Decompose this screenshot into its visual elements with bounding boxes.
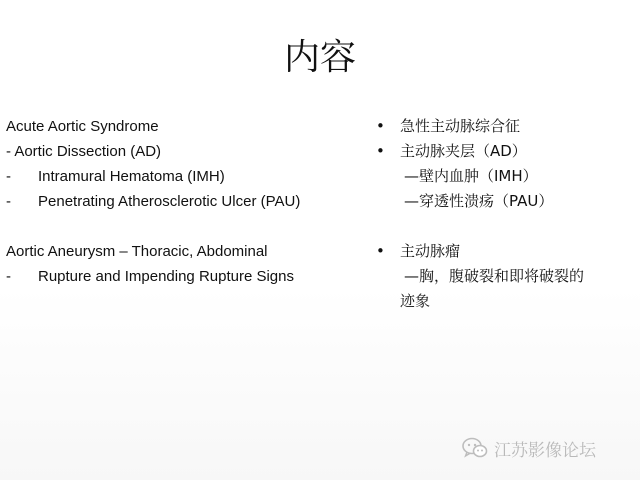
sub-item-text: 迹象 <box>400 292 431 310</box>
sub-item <box>372 164 632 189</box>
bullet-item <box>372 139 632 164</box>
dash-marker: - <box>6 268 11 285</box>
outline-text: Acute Aortic Syndrome <box>6 118 159 135</box>
spacer <box>372 214 632 239</box>
sub-item <box>372 264 632 289</box>
outline-line <box>6 239 366 264</box>
watermark <box>462 436 596 460</box>
bullet-text: 急性主动脉综合征 <box>400 117 521 135</box>
bullet-marker: • <box>376 142 385 160</box>
bullet-text: 主动脉瘤 <box>400 242 461 260</box>
outline-text: Intramural Hematoma (IMH) <box>38 168 225 185</box>
bullet-item <box>372 114 632 139</box>
bullet-text: 主动脉夹层（AD） <box>400 142 527 160</box>
english-outline <box>6 114 366 289</box>
outline-line <box>6 264 366 289</box>
outline-text: Penetrating Atherosclerotic Ulcer (PAU) <box>38 193 301 210</box>
outline-line <box>6 114 366 139</box>
dash-marker: - <box>6 193 11 210</box>
spacer <box>6 214 366 239</box>
sub-item <box>372 189 632 214</box>
outline-line <box>6 189 366 214</box>
sub-item-text: —胸，腹破裂和即将破裂的 <box>404 267 585 285</box>
outline-text: Rupture and Impending Rupture Signs <box>38 268 294 285</box>
outline-text: Aortic Aneurysm – Thoracic, Abdominal <box>6 243 268 260</box>
outline-line <box>6 164 366 189</box>
bullet-marker: • <box>376 242 385 260</box>
outline-text: - Aortic Dissection (AD) <box>6 143 162 160</box>
wechat-logo-icon <box>462 437 488 459</box>
outline-line <box>6 139 366 164</box>
slide-title: 内容 <box>283 37 356 78</box>
bullet-item <box>372 239 632 264</box>
sub-item-continuation <box>372 289 632 314</box>
bullet-marker: • <box>376 117 385 135</box>
sub-item-text: —穿透性溃疡（PAU） <box>404 192 554 210</box>
watermark-text: 江苏影像论坛 <box>494 440 596 461</box>
chinese-outline <box>372 114 632 314</box>
dash-marker: - <box>6 168 11 185</box>
sub-item-text: —壁内血肿（IMH） <box>404 167 538 185</box>
